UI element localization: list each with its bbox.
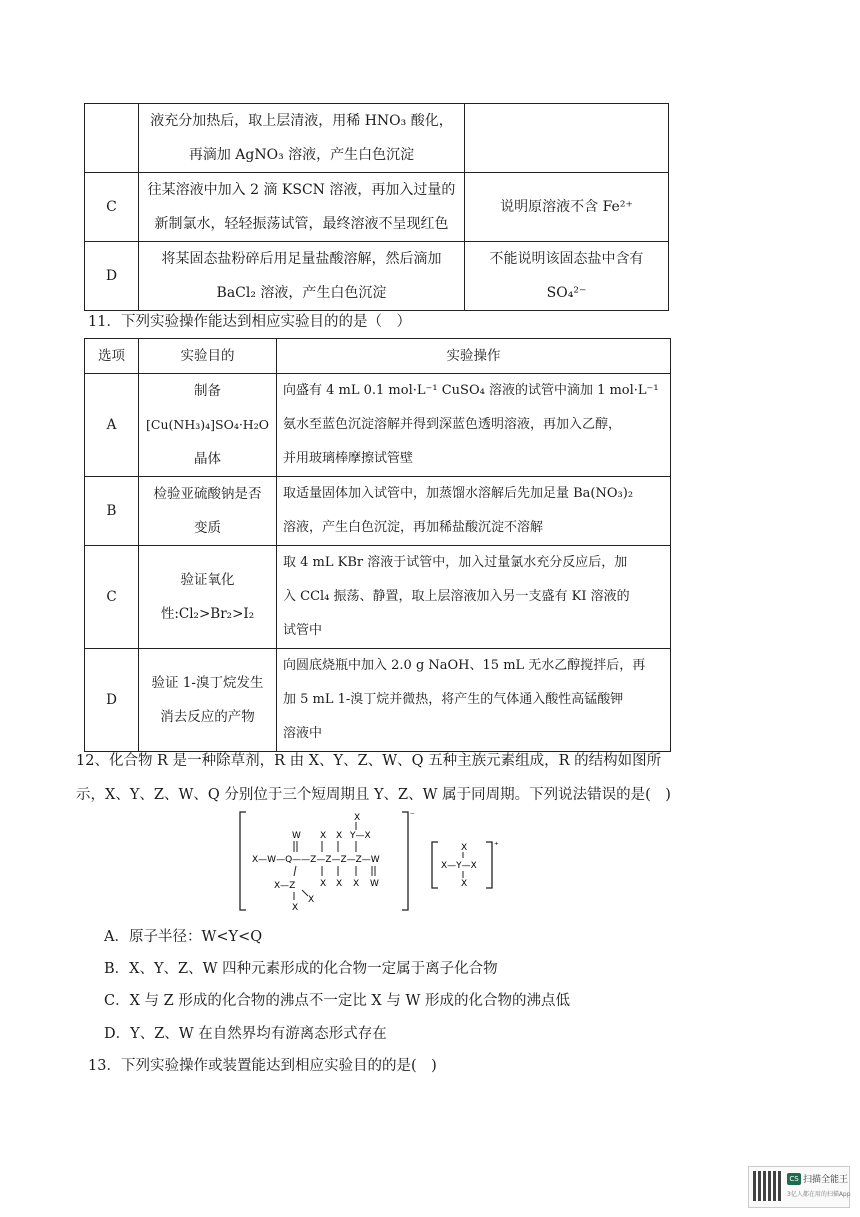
row-operation: 向圆底烧瓶中加入 2.0 g NaOH、15 mL 无水乙醇搅拌后，再 加 5 mL 1-溴丁烷并微热，将产生的气体通入酸性高锰酸钾 溶液中: [277, 649, 671, 752]
q12-option-d: D．Y、Z、W 在自然界均有游离态形式存在: [104, 1026, 387, 1042]
row-purpose: 验证 1-溴丁烷发生 消去反应的产物: [139, 649, 277, 752]
q12-line2: 示，X、Y、Z、W、Q 分别位于三个短周期且 Y、Z、W 属于同周期。下列说法错误的是( ): [76, 787, 671, 803]
scanner-logo: CS: [787, 1173, 801, 1185]
table-row: [85, 374, 671, 477]
svg-text:X: X: [292, 903, 299, 913]
svg-text:⁻: ⁻: [410, 811, 415, 821]
q11-table: [84, 338, 671, 752]
structure-diagram: [236, 808, 522, 914]
scanner-watermark: [748, 1166, 850, 1208]
table-row: [85, 242, 669, 311]
scanner-subtitle: 3亿人都在用的扫描App: [787, 1191, 851, 1198]
q13-title: 13．下列实验操作或装置能达到相应实验目的的是( ): [88, 1058, 437, 1074]
q12-option-b: B．X、Y、Z、W 四种元素形成的化合物一定属于离子化合物: [104, 961, 498, 977]
row-label: B: [85, 477, 139, 546]
row-conclusion: [465, 104, 669, 173]
header-purpose: 实验目的: [139, 339, 277, 374]
table-row: [85, 104, 669, 173]
svg-text:X—Y—X: X—Y—X: [441, 861, 477, 871]
svg-text:W: W: [370, 879, 379, 889]
svg-text:X: X: [320, 831, 327, 841]
row-purpose: 检验亚硫酸钠是否 变质: [139, 477, 277, 546]
row-conclusion: 不能说明该固态盐中含有 SO₄²⁻: [465, 242, 669, 311]
qr-code-icon: [753, 1171, 783, 1201]
svg-text:⁺: ⁺: [494, 841, 499, 851]
row-purpose: 验证氧化 性:Cl₂>Br₂>I₂: [139, 546, 277, 649]
svg-text:X: X: [354, 813, 361, 823]
row-operation: 取适量固体加入试管中，加蒸馏水溶解后先加足量 Ba(NO₃)₂ 溶液，产生白色沉淀，再加稀盐酸沉淀不溶解: [277, 477, 671, 546]
row-label: C: [85, 546, 139, 649]
table-row: [85, 173, 669, 242]
header-operation: 实验操作: [277, 339, 671, 374]
q11-title: 11．下列实验操作能达到相应实验目的的是（ ）: [88, 314, 411, 330]
q12-option-c: C．X 与 Z 形成的化合物的沸点不一定比 X 与 W 形成的化合物的沸点低: [104, 993, 570, 1009]
svg-text:X: X: [461, 843, 468, 853]
svg-text:X: X: [336, 879, 343, 889]
row-label: D: [85, 649, 139, 752]
row-operation: 向盛有 4 mL 0.1 mol·L⁻¹ CuSO₄ 溶液的试管中滴加 1 mol·L⁻¹ 氨水至蓝色沉淀溶解并得到深蓝色透明溶液，再加入乙醇， 并用玻璃棒摩擦试管壁: [277, 374, 671, 477]
table-row: [85, 546, 671, 649]
svg-text:X: X: [320, 879, 327, 889]
svg-text:X—Z: X—Z: [274, 881, 296, 891]
row-operation: 取 4 mL KBr 溶液于试管中，加入过量氯水充分反应后，加 入 CCl₄ 振荡、静置，取上层溶液加入另一支盛有 KI 溶液的 试管中: [277, 546, 671, 649]
svg-text:W: W: [292, 831, 301, 841]
q12-stem: [76, 744, 796, 812]
svg-text:Y—X: Y—X: [350, 831, 371, 841]
svg-text:X: X: [308, 895, 315, 905]
row-label: D: [85, 242, 139, 311]
row-operation: 将某固态盐粉碎后用足量盐酸溶解，然后滴加 BaCl₂ 溶液，产生白色沉淀: [139, 242, 465, 311]
svg-text:X—W—Q——Z—Z—Z—Z—W: X—W—Q——Z—Z—Z—Z—W: [252, 855, 380, 865]
scanner-name: 扫描全能王: [803, 1175, 849, 1185]
table-row: [85, 477, 671, 546]
table-top: [84, 103, 669, 311]
header-option: 选项: [85, 339, 139, 374]
row-label: [85, 104, 139, 173]
row-label: C: [85, 173, 139, 242]
svg-text:X: X: [336, 831, 343, 841]
svg-text:X: X: [461, 879, 468, 889]
row-operation: 液充分加热后，取上层清液，用稀 HNO₃ 酸化， 再滴加 AgNO₃ 溶液，产生白色沉淀: [139, 104, 465, 173]
row-conclusion: 说明原溶液不含 Fe²⁺: [465, 173, 669, 242]
row-label: A: [85, 374, 139, 477]
row-purpose: 制备 [Cu(NH₃)₄]SO₄·H₂O 晶体: [139, 374, 277, 477]
q12-option-a: A．原子半径：W<Y<Q: [104, 929, 263, 945]
table-row: [85, 649, 671, 752]
svg-text:X: X: [353, 879, 360, 889]
row-operation: 往某溶液中加入 2 滴 KSCN 溶液，再加入过量的 新制氯水，轻轻振荡试管，最终溶液不呈现红色: [139, 173, 465, 242]
q12-line1: 12、化合物 R 是一种除草剂，R 由 X、Y、Z、W、Q 五种主族元素组成，R 的结构如图所: [76, 753, 662, 769]
table-header-row: [85, 339, 671, 374]
